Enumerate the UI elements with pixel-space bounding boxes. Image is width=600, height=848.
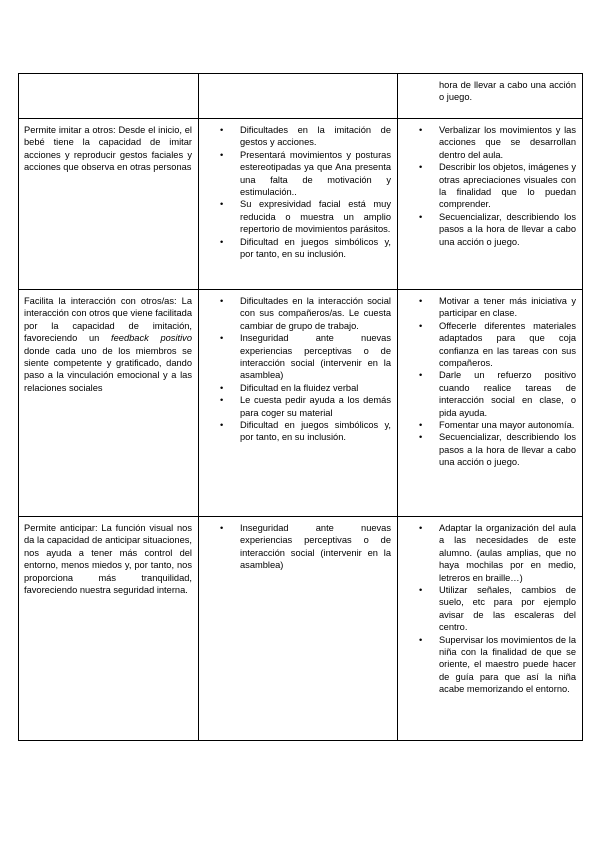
function-description bbox=[24, 124, 192, 174]
function-cell bbox=[19, 74, 199, 119]
list-item: • Dificultad en juegos simbólicos y, por tanto, en su inclusión. bbox=[240, 236, 391, 261]
list-item: • Utilizar señales, cambios de suelo, etc para por ejemplo avisar de las escaleras del centro. bbox=[439, 584, 576, 634]
difficulties-cell bbox=[199, 517, 398, 741]
list-item: • Secuencializar, describiendo los pasos a la hora de llevar a cabo una acción o juego. bbox=[439, 211, 576, 248]
function-cell bbox=[19, 290, 199, 517]
difficulties-list bbox=[204, 522, 391, 572]
difficulties-cell bbox=[199, 119, 398, 290]
list-item: • Inseguridad ante nuevas experiencias perceptivas o de interacción social (intervenir en la asamblea) bbox=[240, 522, 391, 572]
text-segment: donde cada uno de los miembros se siente competente y gratificado, dando paso a la vinculación emocional y a las relaciones sociales bbox=[24, 345, 192, 393]
text-segment: Permite anticipar: La función visual nos da la capacidad de anticipar situaciones, nos ayuda a tener más control del entorno, menos miedos y, por tanto, nos proporciona más tranquilidad, favoreciendo nuestra seguridad interna. bbox=[24, 523, 192, 596]
list-item: • Dificultades en la interacción social con sus compañeros/as. Le cuesta cambiar de grupo de trabajo. bbox=[240, 295, 391, 332]
table-row bbox=[19, 517, 583, 741]
strategies-cell bbox=[398, 74, 583, 119]
difficulties-cell bbox=[199, 74, 398, 119]
function-description bbox=[24, 522, 192, 596]
list-item: • Verbalizar los movimientos y las acciones que se desarrollan dentro del aula. bbox=[439, 124, 576, 161]
strategies-list bbox=[403, 522, 576, 696]
function-description bbox=[24, 295, 192, 394]
text-segment: Facilita la interacción con otros/as: La interacción con otros que viene facilitada por la capacidad de imitación, favoreciendo un bbox=[24, 296, 192, 344]
table-row bbox=[19, 74, 583, 119]
list-item: • Fomentar una mayor autonomía. bbox=[439, 419, 576, 431]
list-item: • Adaptar la organización del aula a las necesidades de este alumno. (aulas amplias, que no haya mochilas por en medio, letreros en braille…) bbox=[439, 522, 576, 584]
difficulties-cell bbox=[199, 290, 398, 517]
list-item: • Supervisar los movimientos de la niña con la finalidad de que se oriente, el maestro puede hacer de guía para que así la niña acabe memorizando el entorno. bbox=[439, 634, 576, 696]
function-cell bbox=[19, 119, 199, 290]
strategies-list bbox=[403, 295, 576, 469]
text-segment: Permite imitar a otros: Desde el inicio, el bebé tiene la capacidad de imitar acciones y reproducir gestos faciales y acciones que observa en otras personas bbox=[24, 125, 192, 173]
difficulties-list bbox=[204, 124, 391, 260]
list-item: • Le cuesta pedir ayuda a los demás para coger su material bbox=[240, 394, 391, 419]
emphasis-text: feedback positivo bbox=[111, 333, 192, 344]
table-row bbox=[19, 119, 583, 290]
strategies-cell bbox=[398, 119, 583, 290]
strategies-list bbox=[403, 124, 576, 248]
content-table bbox=[18, 73, 583, 741]
list-item: • Describir los objetos, imágenes y otras apreciaciones visuales con la finalidad que lo puedan comprender. bbox=[439, 161, 576, 211]
continued-text: hora de llevar a cabo una acción o juego. bbox=[439, 80, 576, 103]
list-item: • Darle un refuerzo positivo cuando realice tareas de interacción social en clase, o pida ayuda. bbox=[439, 369, 576, 419]
table-row bbox=[19, 290, 583, 517]
list-item: • Inseguridad ante nuevas experiencias perceptivas o de interacción social (intervenir en la asamblea) bbox=[240, 332, 391, 382]
list-item: • Dificultades en la imitación de gestos y acciones. bbox=[240, 124, 391, 149]
strategies-cell bbox=[398, 517, 583, 741]
list-item: • Su expresividad facial está muy reducida o muestra un amplio repertorio de movimientos parásitos. bbox=[240, 198, 391, 235]
list-item: • Dificultad en juegos simbólicos y, por tanto, en su inclusión. bbox=[240, 419, 391, 444]
strategies-cell bbox=[398, 290, 583, 517]
list-item: • Secuencializar, describiendo los pasos a la hora de llevar a cabo una acción o juego. bbox=[439, 431, 576, 468]
list-item: • Presentará movimientos y posturas estereotipadas ya que Ana presenta una falta de motivación y estimulación.. bbox=[240, 149, 391, 199]
function-cell bbox=[19, 517, 199, 741]
list-item: • Dificultad en la fluidez verbal bbox=[240, 382, 391, 394]
difficulties-list bbox=[204, 295, 391, 444]
list-item: • Motivar a tener más iniciativa y participar en clase. bbox=[439, 295, 576, 320]
list-item: • Offecerle diferentes materiales adaptados para que coja confianza en las tareas con sus compañeros. bbox=[439, 320, 576, 370]
